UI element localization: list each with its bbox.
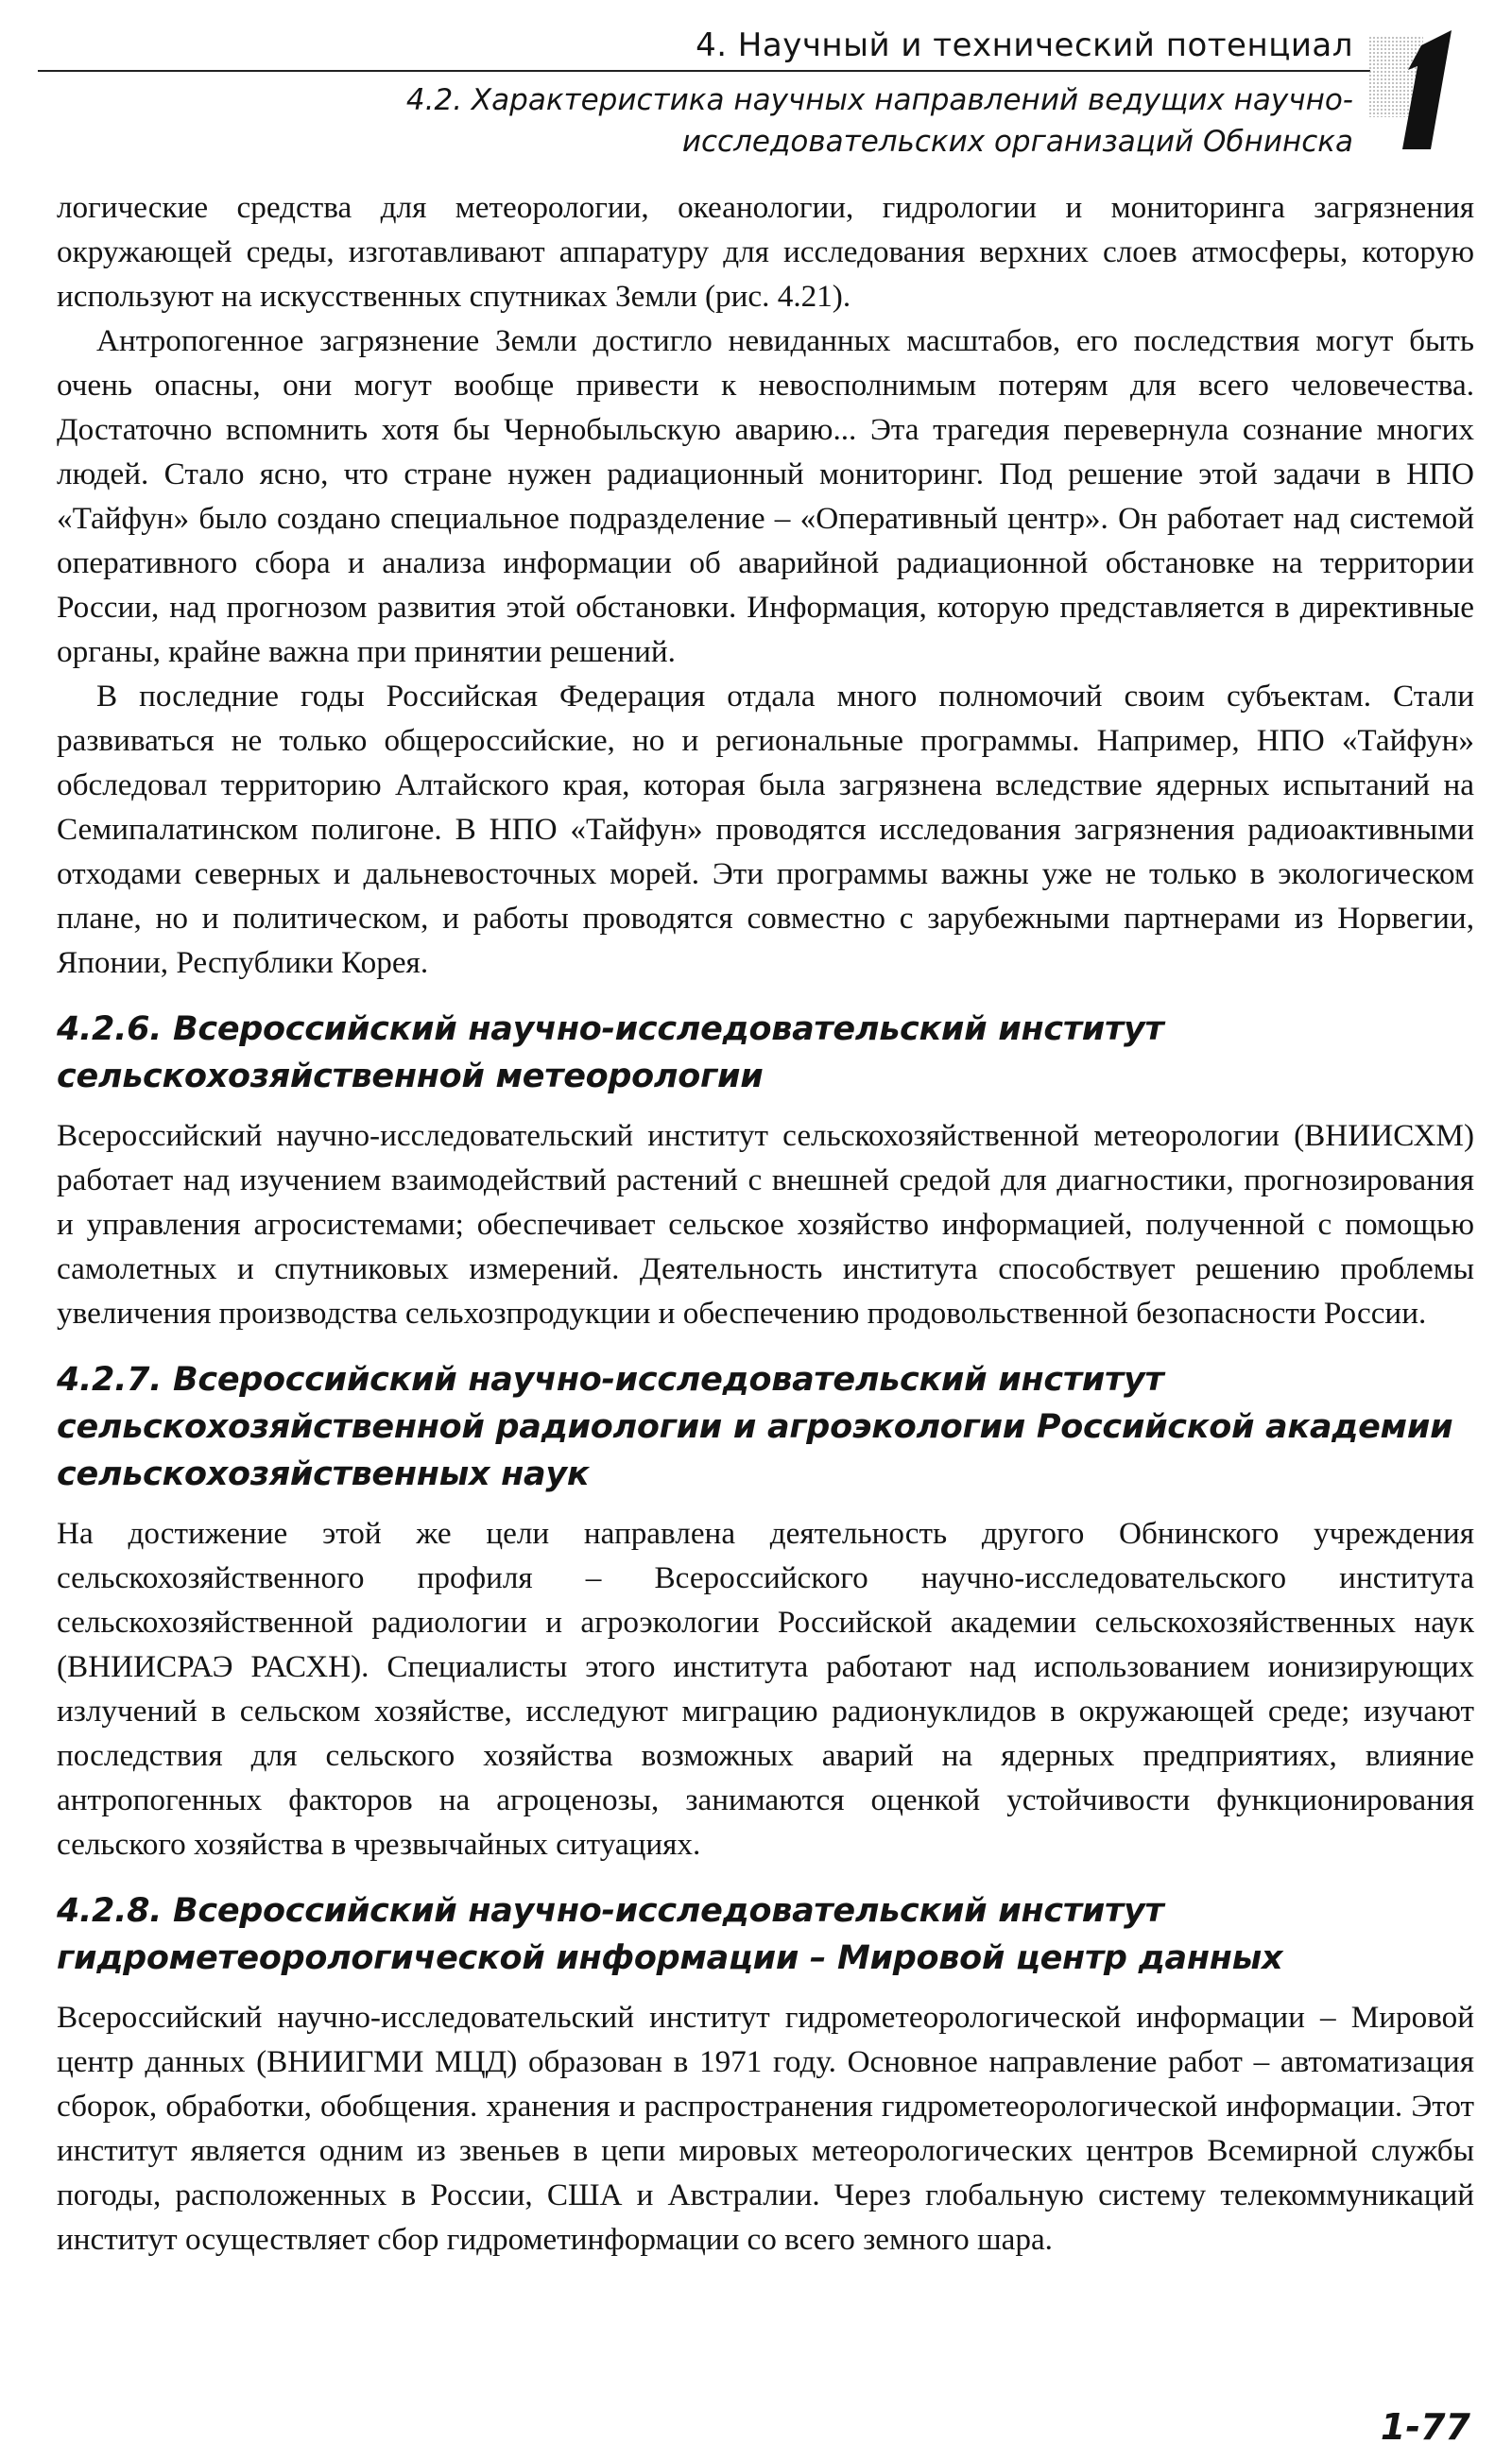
header-chapter-title: 4. Научный и технический потенциал xyxy=(696,26,1353,64)
paragraph-radiation-monitoring: Антропогенное загрязнение Земли достигло невиданных масштабов, его последствия могут быть очень опасны, они могут вообще привести к невосполнимым потерям для всего человечества. Достаточно вспомнить хотя бы Чернобыльскую аварию... Эта трагедия перевернула сознание многих людей. Стало ясно, что стране нужен радиационный мониторинг. Под решение этой задачи в НПО «Тайфун» было создано специальное подразделение – «Оперативный центр». Он работает над системой оперативного сбора и анализа информации об аварийной радиационной обстановке на территории России, над прогнозом развития этой обстановки. Информация, которую представляется в директивные органы, крайне важна при принятии решений. xyxy=(57,323,1474,669)
section-body-4-2-7: На достижение этой же цели направлена деятельность другого Обнинского учреждения сельскохозяйственного профиля – Всероссийского научно-исследовательского института сельскохозяйственной радиологии и агроэкологии Российской академии сельскохозяйственных наук (ВНИИСРАЭ РАСХН). Специалисты этого института работают над использованием ионизирующих излучений в сельском хозяйстве, исследуют миграцию радионуклидов в окружающей среде; изучают последствия для сельского хозяйства возможных аварий на ядерных предприятиях, влияние антропогенных факторов на агроценозы, занимаются оценкой устойчивости функционирования сельского хозяйства в чрезвычайных ситуациях. xyxy=(57,1516,1474,1862)
chapter-mark-icon xyxy=(1365,28,1469,151)
section-heading-4-2-6: 4.2.6. Всероссийский научно-исследовательский институт сельскохозяйственной метеорологии xyxy=(57,1010,1164,1095)
section-body-4-2-8: Всероссийский научно-исследовательский институт гидрометеорологической информации – Мировой центр данных (ВНИИГМИ МЦД) образован в 1971 году. Основное направление работ – автоматизация сборок, обработки, обобщения. хранения и распространения гидрометеорологической информации. Этот институт является одним из звеньев в цепи мировых метеорологических центров Всемирной службы погоды, расположенных в России, США и Австралии. Через глобальную систему телекоммуникаций институт осуществляет сбор гидрометинформации со всего земного шара. xyxy=(57,2000,1474,2257)
section-heading-4-2-8: 4.2.8. Всероссийский научно-исследовательский институт гидрометеорологической информации – Мировой центр данных xyxy=(57,1892,1283,1977)
section-body-4-2-6: Всероссийский научно-исследовательский институт сельскохозяйственной метеорологии (ВНИИСХМ) работает над изучением взаимодействий растений с внешней средой для диагностики, прогнозирования и управления агросистемами; обеспечивает сельское хозяйство информацией, полученной с помощью самолетных и спутниковых измерений. Деятельность института способствует решению проблемы увеличения производства сельхозпродукции и обеспечению продовольственной безопасности России. xyxy=(57,1118,1474,1331)
running-header xyxy=(0,0,1512,170)
header-rule xyxy=(38,70,1370,72)
paragraph-regional-programs: В последние годы Российская Федерация отдала много полномочий своим субъектам. Стали развиваться не только общероссийские, но и региональные программы. Например, НПО «Тайфун» обследовал территорию Алтайского края, которая была загрязнена вследствие ядерных испытаний на Семипалатинском полигоне. В НПО «Тайфун» проводятся исследования загрязнения радиоактивными отходами северных и дальневосточных морей. Эти программы важны уже не только в экологическом плане, но и политическом, и работы проводятся совместно с зарубежными партнерами из Норвегии, Японии, Республики Корея. xyxy=(57,679,1474,980)
paragraph-continuation: логические средства для метеорологии, океанологии, гидрологии и мониторинга загрязнения окружающей среды, изготавливают аппаратуру для исследования верхних слоев атмосферы, которую используют на искусственных спутниках Земли (рис. 4.21). xyxy=(57,190,1474,314)
header-section-subtitle: 4.2. Характеристика научных направлений ведущих научно-исследовательских организаций Обнинска xyxy=(405,83,1353,159)
page-content xyxy=(57,185,1474,2262)
page-number: 1-77 xyxy=(1380,2406,1470,2448)
section-heading-4-2-7: 4.2.7. Всероссийский научно-исследовательский институт сельскохозяйственной радиологии и агроэкологии Российской академии сельскохозяйственных наук xyxy=(57,1361,1453,1493)
